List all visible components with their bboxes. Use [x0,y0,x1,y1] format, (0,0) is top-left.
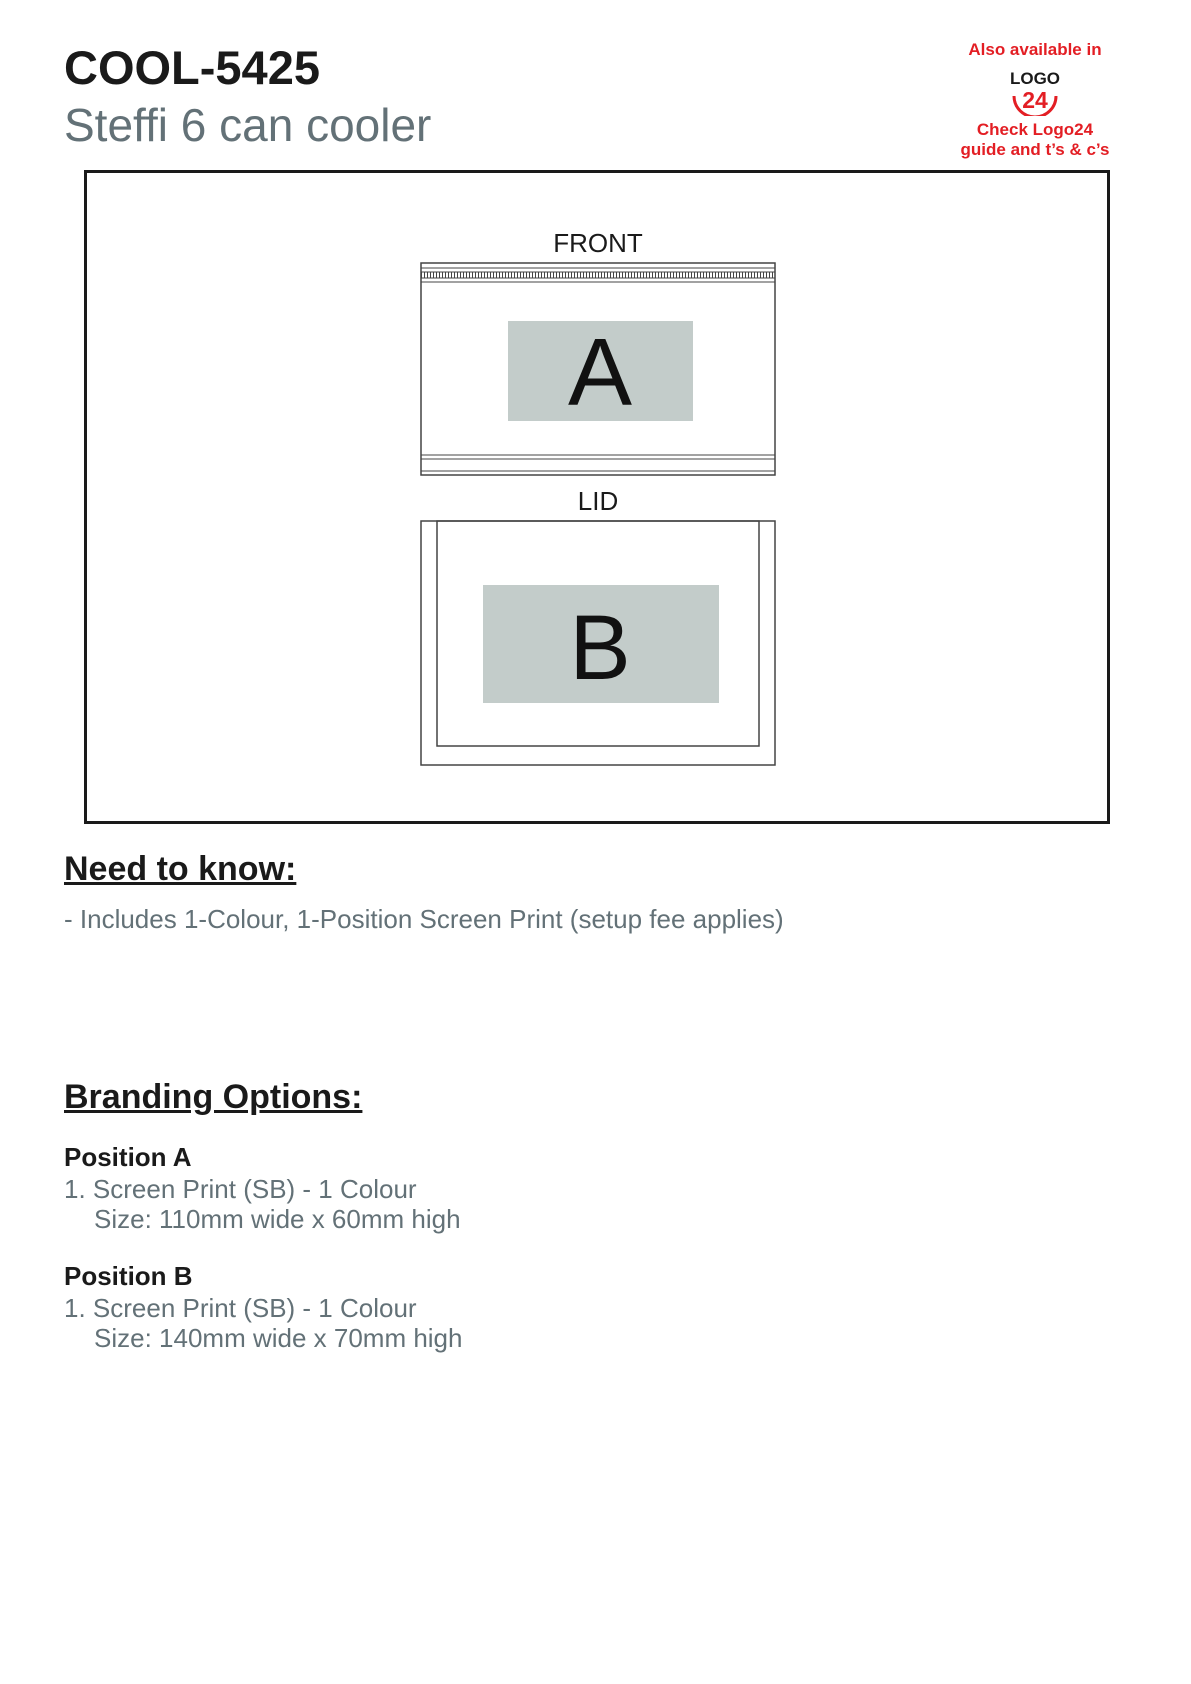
product-code: COOL-5425 [64,41,320,94]
need-to-know-heading: Need to know: [64,850,297,888]
position-a-block [64,1142,461,1234]
branding-options-heading: Branding Options: [64,1078,363,1116]
front-view-drawing [420,262,776,476]
lid-view-label: LID [577,486,619,516]
logo24-badge-icon [940,62,1130,116]
position-a-title: Position A [64,1142,192,1172]
need-to-know-item: - Includes 1-Colour, 1-Position Screen Print (setup fee applies) [64,904,784,934]
logo24-notice [940,40,1130,166]
position-b-method: 1. Screen Print (SB) - 1 Colour [64,1293,417,1323]
lid-view-drawing [420,520,776,766]
position-b-letter: B [569,597,631,699]
position-a-letter: A [567,319,633,426]
position-b-size: Size: 140mm wide x 70mm high [94,1323,463,1353]
product-name: Steffi 6 can cooler [64,99,432,151]
front-view-label: FRONT [553,228,643,258]
position-b-title: Position B [64,1261,193,1291]
position-a-size: Size: 110mm wide x 60mm high [94,1204,461,1234]
logo24-check-text: Check Logo24 [976,120,1094,139]
position-a-method: 1. Screen Print (SB) - 1 Colour [64,1174,417,1204]
position-b-block [64,1261,462,1353]
logo24-word: LOGO [1009,69,1061,88]
logo24-number: 24 [1022,87,1048,113]
logo24-top-text: Also available in [968,40,1102,59]
logo24-terms-text: guide and t’s & c’s [960,140,1110,159]
